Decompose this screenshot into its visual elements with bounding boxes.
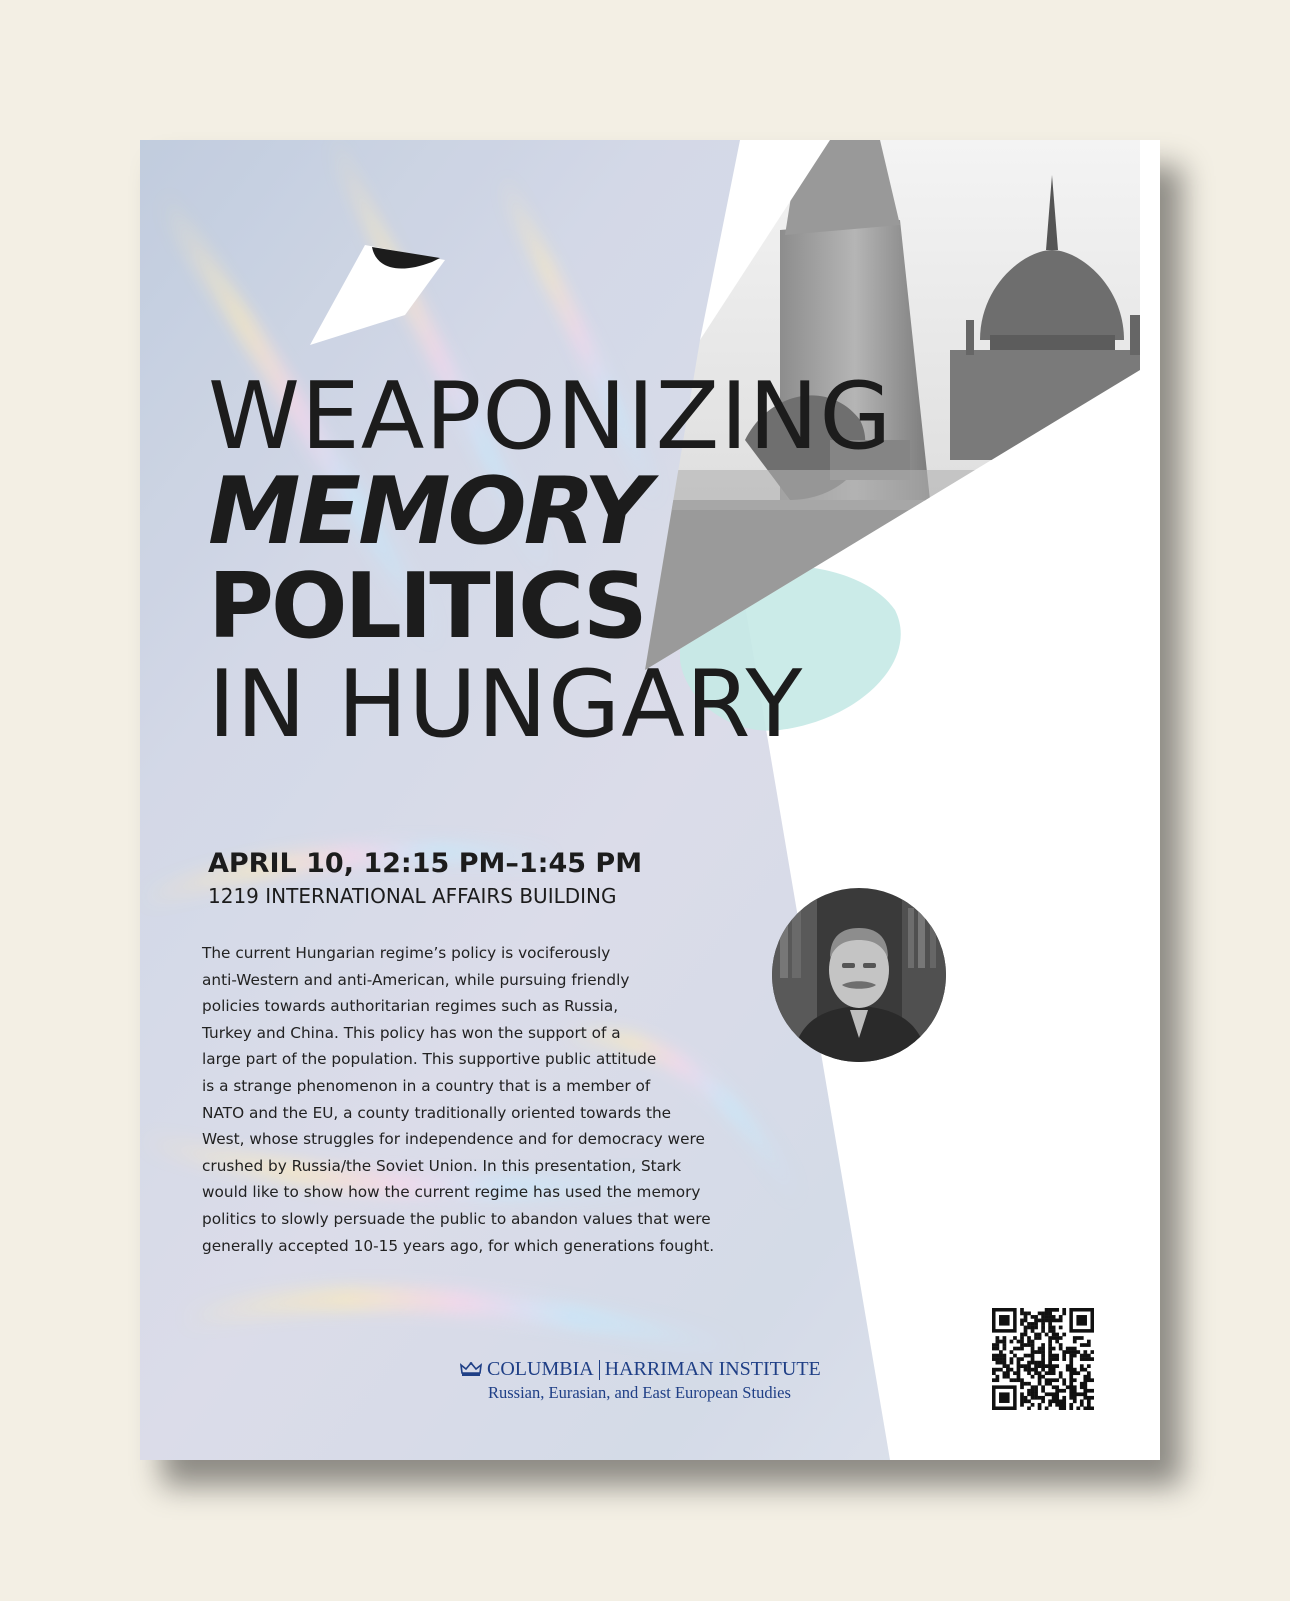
abstract-line: large part of the population. This supportive public attitude bbox=[202, 1050, 657, 1069]
logo-harriman: HARRIMAN INSTITUTE bbox=[604, 1358, 821, 1380]
speaker-portrait bbox=[772, 888, 946, 1062]
title-line-in-hungary: IN HUNGARY bbox=[208, 650, 804, 758]
qr-code-icon[interactable] bbox=[992, 1308, 1094, 1410]
abstract-line: anti-Western and anti-American, while pursuing friendly bbox=[202, 970, 630, 989]
logo-subtitle: Russian, Eurasian, and East European Studies bbox=[488, 1383, 791, 1402]
abstract-line: would like to show how the current regime has used the memory bbox=[202, 1183, 701, 1202]
crown-icon bbox=[460, 1362, 482, 1378]
event-title bbox=[208, 362, 893, 758]
title-line-memory: MEMORY bbox=[208, 457, 649, 565]
abstract-line: The current Hungarian regime’s policy is vociferously bbox=[202, 944, 611, 962]
event-datetime: APRIL 10, 12:15 PM–1:45 PM bbox=[208, 848, 643, 879]
event-venue: 1219 INTERNATIONAL AFFAIRS BUILDING bbox=[208, 884, 617, 908]
abstract-line: West, whose struggles for independence and for democracy were bbox=[202, 1130, 705, 1149]
abstract-line: is a strange phenomenon in a country that is a member of bbox=[202, 1076, 651, 1095]
title-line-weaponizing: WEAPONIZING bbox=[208, 362, 893, 470]
logo-columbia: COLUMBIA bbox=[487, 1358, 594, 1380]
abstract-line: crushed by Russia/the Soviet Union. In this presentation, Stark bbox=[202, 1156, 682, 1175]
event-poster bbox=[140, 140, 1160, 1460]
harriman-institute-logo bbox=[460, 1358, 821, 1403]
abstract-line: politics to slowly persuade the public to abandon values that were bbox=[202, 1209, 711, 1228]
abstract-line: NATO and the EU, a county traditionally oriented towards the bbox=[202, 1103, 672, 1122]
poster-artwork bbox=[140, 140, 1160, 1460]
abstract-line: policies towards authoritarian regimes such as Russia, bbox=[202, 997, 619, 1016]
event-abstract bbox=[202, 940, 762, 1259]
abstract-line: generally accepted 10-15 years ago, for which generations fought. bbox=[202, 1236, 715, 1255]
title-line-politics: POLITICS bbox=[208, 554, 645, 659]
logo-divider bbox=[599, 1360, 600, 1380]
abstract-line: Turkey and China. This policy has won the support of a bbox=[202, 1023, 621, 1042]
